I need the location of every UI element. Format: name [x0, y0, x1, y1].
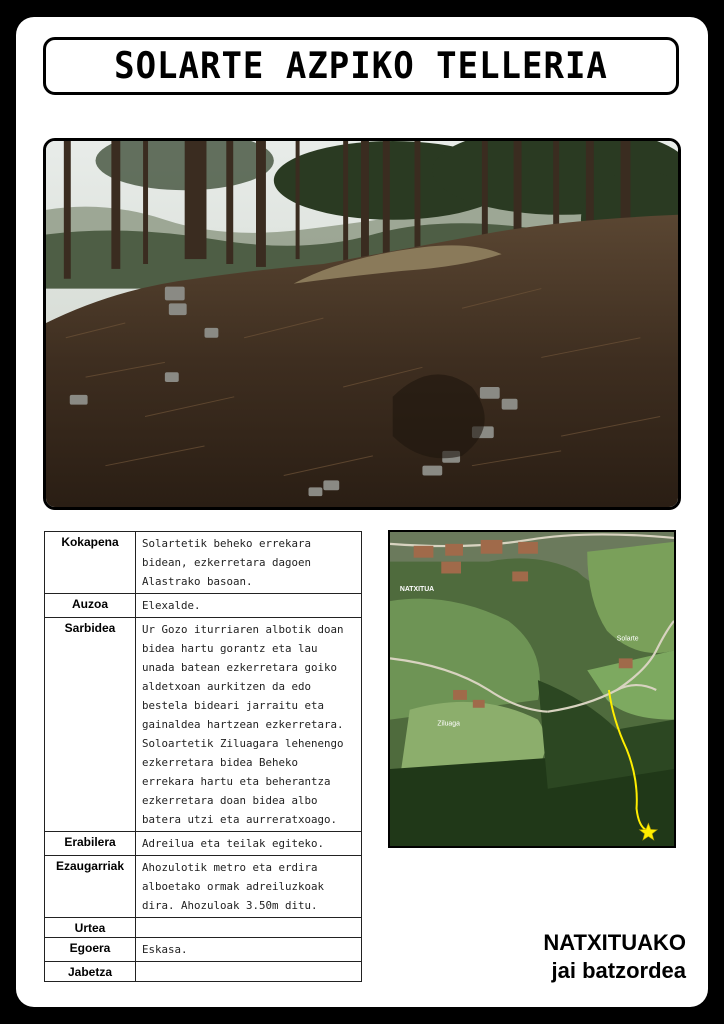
- forest-ruin-illustration: [46, 141, 678, 507]
- info-table: [44, 531, 362, 982]
- table-row: [45, 532, 362, 594]
- footer-line2: jai batzordea: [551, 958, 686, 983]
- row-label: Erabilera: [45, 832, 136, 856]
- table-row: [45, 618, 362, 832]
- footer-line1: NATXITUAKO: [543, 930, 686, 955]
- table-row: [45, 938, 362, 962]
- table-row: [45, 832, 362, 856]
- row-label: Egoera: [45, 938, 136, 962]
- row-value: Ur Gozo iturriaren albotik doan bidea hartu gorantz eta lau unada batean ezkerretara goiko aldetxoan aurkitzen da edo bestela bideari jarraitu eta gainaldea hartzean ezkerretara. Soloartetik Ziluagara lehenengo ezkerretara bidea Beheko errekara hartu eta beherantza ezkerretara doan bidea albo batera utzi eta aurreratxoago.: [136, 618, 362, 832]
- table-row: [45, 962, 362, 982]
- map-label-ziluaga: Ziluaga: [437, 720, 460, 728]
- page-title: SOLARTE AZPIKO TELLERIA: [114, 44, 608, 88]
- row-value: Solartetik beheko errekara bidean, ezkerretara dagoen Alastrako basoan.: [136, 532, 362, 594]
- row-label: Kokapena: [45, 532, 136, 594]
- row-value: Ahozulotik metro eta erdira alboetako ormak adreiluzkoak dira. Ahozuloak 3.50m ditu.: [136, 856, 362, 918]
- row-value: Elexalde.: [136, 594, 362, 618]
- row-label: Sarbidea: [45, 618, 136, 832]
- table-row: [45, 918, 362, 938]
- row-value: Adreilua eta teilak egiteko.: [136, 832, 362, 856]
- row-label: Ezaugarriak: [45, 856, 136, 918]
- table-row: [45, 594, 362, 618]
- title-frame: [43, 37, 679, 95]
- site-photo: [43, 138, 681, 510]
- location-map: [388, 530, 676, 848]
- row-label: Auzoa: [45, 594, 136, 618]
- row-value: [136, 962, 362, 982]
- map-label-solarte: Solarte: [616, 635, 639, 643]
- table-row: [45, 856, 362, 918]
- row-label: Urtea: [45, 918, 136, 938]
- row-value: [136, 918, 362, 938]
- page-sheet: [16, 17, 708, 1007]
- map-label-natxitua: NATXITUA: [399, 586, 435, 594]
- aerial-map-illustration: [390, 532, 674, 846]
- row-label: Jabetza: [45, 962, 136, 982]
- footer-organizer: [496, 929, 686, 985]
- row-value: Eskasa.: [136, 938, 362, 962]
